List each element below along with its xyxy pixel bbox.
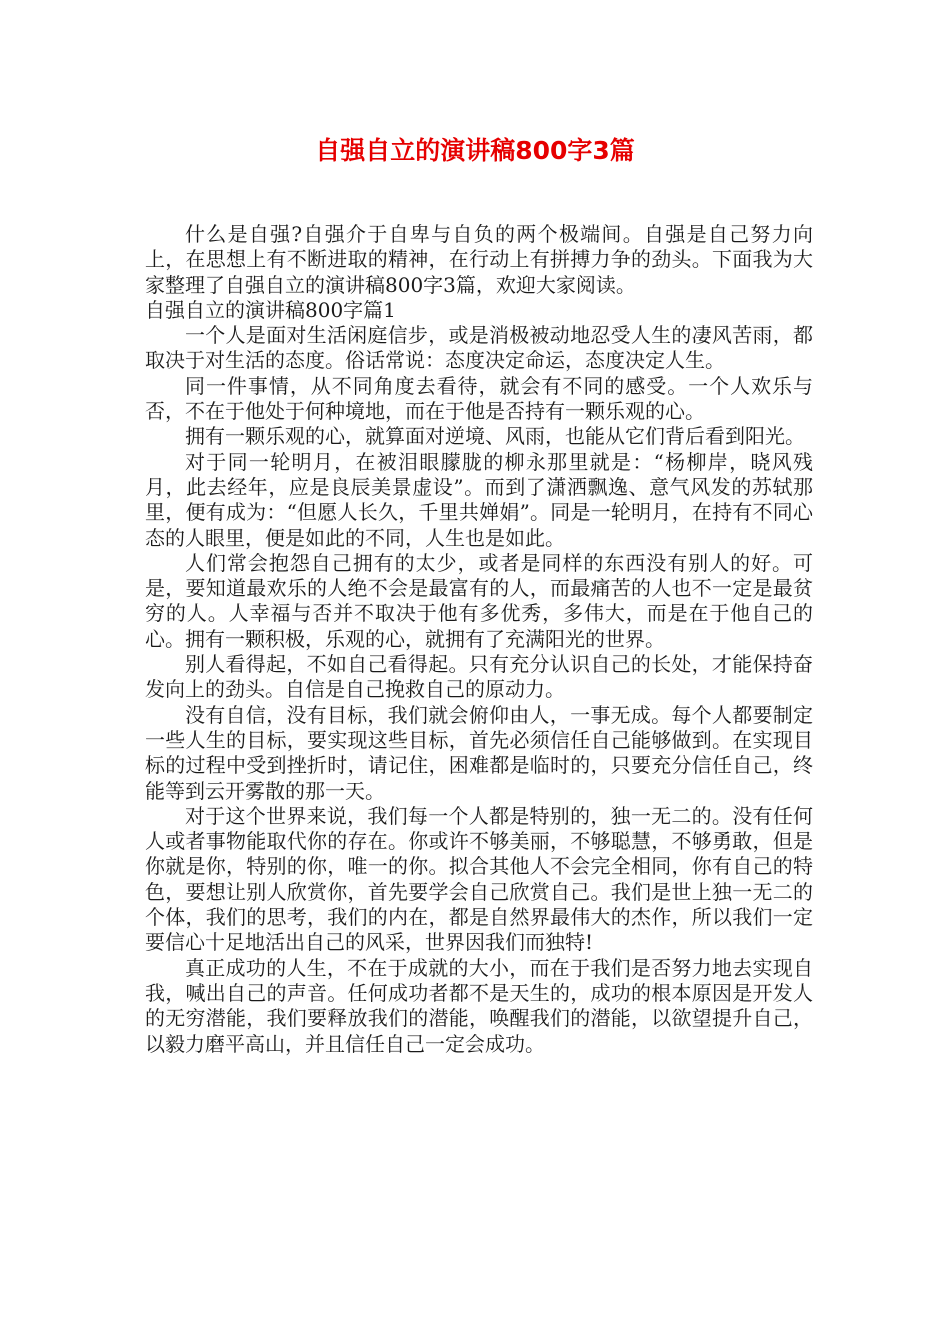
paragraph: 没有自信，没有目标，我们就会俯仰由人，一事无成。每个人都要制定一些人生的目标，要实现这些目标，首先必须信任自己能够做到。在实现目标的过程中受到挫折时，请记住，困难都是临时的，只要充分信任自己，终能等到云开雾散的那一天。 bbox=[145, 702, 813, 803]
paragraph: 真正成功的人生，不在于成就的大小，而在于我们是否努力地去实现自我，喊出自己的声音。任何成功者都不是天生的，成功的根本原因是开发人的无穷潜能，我们要释放我们的潜能，唤醒我们的潜能，以欲望提升自己，以毅力磨平高山，并且信任自己一定会成功。 bbox=[145, 955, 813, 1056]
paragraph: 什么是自强?自强介于自卑与自负的两个极端间。自强是自己努力向上，在思想上有不断进取的精神，在行动上有拼搏力争的劲头。下面我为大家整理了自强自立的演讲稿800字3篇，欢迎大家阅读。 bbox=[145, 222, 813, 297]
paragraph: 对于同一轮明月，在被泪眼朦胧的柳永那里就是：“杨柳岸，晓风残月，此去经年，应是良辰美景虚设”。而到了潇洒飘逸、意气风发的苏轼那里，便有成为：“但愿人长久，千里共婵娟”。同是一轮明月，在持有不同心态的人眼里，便是如此的不同，人生也是如此。 bbox=[145, 449, 813, 550]
section-heading: 自强自立的演讲稿800字篇1 bbox=[145, 297, 396, 322]
paragraph: 人们常会抱怨自己拥有的太少，或者是同样的东西没有别人的好。可是，要知道最欢乐的人绝不会是最富有的人，而最痛苦的人也不一定是最贫穷的人。人幸福与否并不取决于他有多优秀，多伟大，而是在于他自己的心。拥有一颗积极，乐观的心，就拥有了充满阳光的世界。 bbox=[145, 550, 813, 651]
paragraph: 一个人是面对生活闲庭信步，或是消极被动地忍受人生的凄风苦雨，都取决于对生活的态度。俗话常说：态度决定命运，态度决定人生。 bbox=[145, 323, 813, 373]
paragraph: 拥有一颗乐观的心，就算面对逆境、风雨，也能从它们背后看到阳光。 bbox=[185, 424, 805, 449]
document-title: 自强自立的演讲稿800字3篇 bbox=[315, 136, 635, 165]
document-body bbox=[145, 222, 813, 1057]
paragraph: 别人看得起，不如自己看得起。只有充分认识自己的长处，才能保持奋发向上的劲头。自信是自己挽救自己的原动力。 bbox=[145, 652, 813, 702]
paragraph: 对于这个世界来说，我们每一个人都是特别的，独一无二的。没有任何人或者事物能取代你的存在。你或许不够美丽，不够聪慧，不够勇敢，但是你就是你，特别的你，唯一的你。拟合其他人不会完全相同，你有自己的特色，要想让别人欣赏你，首先要学会自己欣赏自己。我们是世上独一无二的个体，我们的思考，我们的内在，都是自然界最伟大的杰作，所以我们一定要信心十足地活出自己的风采，世界因我们而独特! bbox=[145, 803, 813, 955]
paragraph: 同一件事情，从不同角度去看待，就会有不同的感受。一个人欢乐与否，不在于他处于何种境地，而在于他是否持有一颗乐观的心。 bbox=[145, 373, 813, 424]
